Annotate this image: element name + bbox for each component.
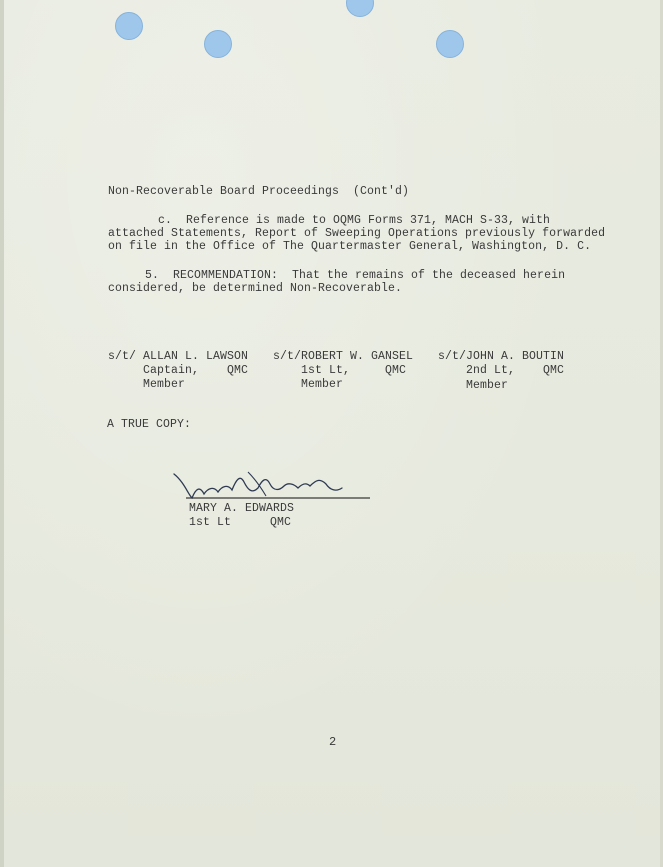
signatory-1-role: Member [143,378,186,391]
punch-hole [115,12,143,40]
certifier-branch: QMC [270,516,292,529]
signatory-3-name: s/t/JOHN A. BOUTIN [438,350,565,363]
certifier-name: MARY A. EDWARDS [189,502,295,515]
signatory-1-rank: Captain, QMC [143,364,249,377]
paragraph-5-line-2: considered, be determined Non-Recoverable. [108,282,403,295]
signatory-3-rank: 2nd Lt, QMC [466,364,565,377]
document-heading: Non-Recoverable Board Proceedings (Cont'd) [108,185,410,198]
signatory-2-name: s/t/ROBERT W. GANSEL [273,350,414,363]
paragraph-c-line-2: attached Statements, Report of Sweeping Operations previously forwarded [108,227,606,240]
punch-hole [436,30,464,58]
signatory-1-name: s/t/ ALLAN L. LAWSON [108,350,249,363]
signatory-2-role: Member [301,378,344,391]
signatory-2-rank: 1st Lt, QMC [301,364,407,377]
certifier-rank: 1st Lt [189,516,232,529]
page-number: 2 [329,735,337,749]
paragraph-c-line-3: on file in the Office of The Quartermaster General, Washington, D. C. [108,240,592,253]
punch-hole [346,0,374,17]
paragraph-c-line-1: c. Reference is made to OQMG Forms 371, MACH S-33, with [158,214,551,227]
page-edge-left [0,0,4,867]
punch-hole [204,30,232,58]
signatory-3-role: Member [466,379,509,392]
true-copy-label: A TRUE COPY: [107,418,192,431]
paragraph-5-line-1: 5. RECOMMENDATION: That the remains of the deceased herein [145,269,566,282]
